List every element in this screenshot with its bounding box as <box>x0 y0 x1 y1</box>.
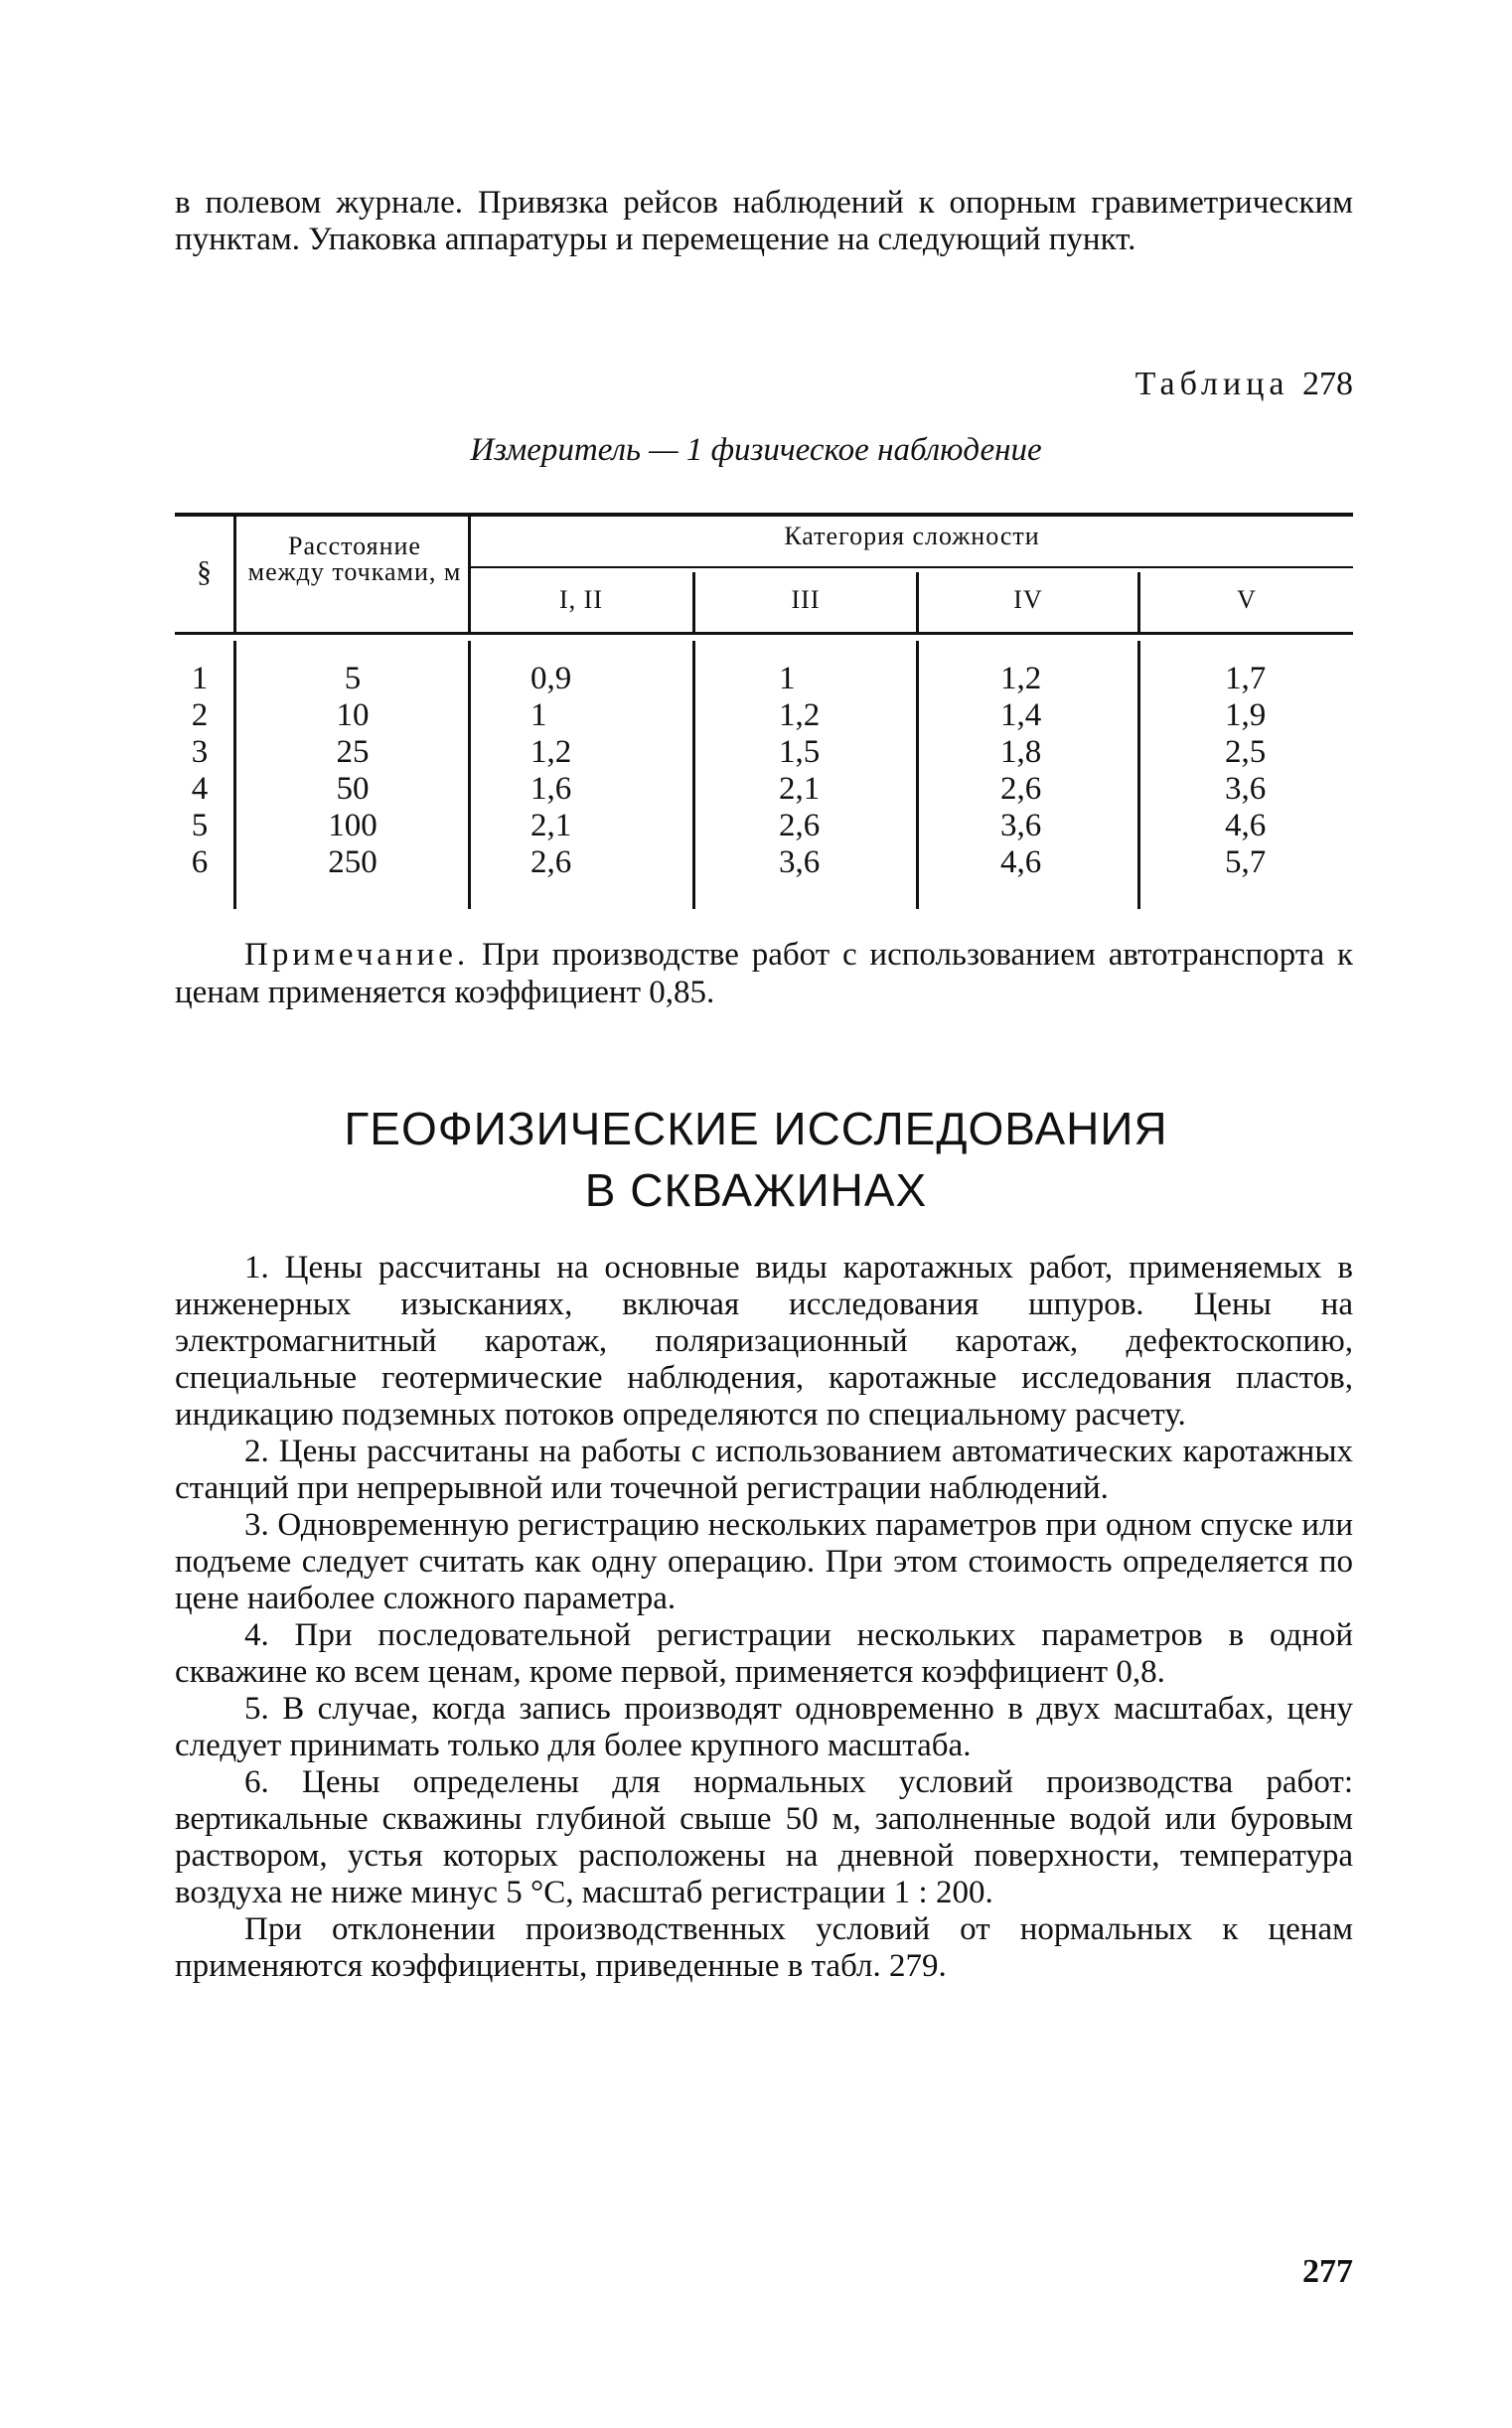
intro-paragraph: в полевом журнале. Привязка рейсов наблюдений к опорным гравиметрическим пунктам. Упаковка аппаратуры и перемещение на следующий пункт. <box>175 185 1353 257</box>
section-heading-line-1: ГЕОФИЗИЧЕСКИЕ ИССЛЕДОВАНИЯ <box>344 1103 1168 1154</box>
cell-value: 1 <box>779 661 796 696</box>
table-category-rule <box>470 566 1353 568</box>
cell-value: 1,6 <box>530 771 572 807</box>
paragraph-5: 5. В случае, когда запись производят одновременно в двух масштабах, цену следует принимать только для более крупного масштаба. <box>175 1691 1353 1763</box>
table-vline-2-body <box>468 641 471 909</box>
cell-value: 2,1 <box>530 808 572 843</box>
cell-value: 1,2 <box>1000 661 1042 696</box>
cell-value: 1,9 <box>1225 697 1267 733</box>
row-number: 6 <box>191 844 209 880</box>
section-heading-line-2: В СКВАЖИНАХ <box>584 1164 928 1216</box>
row-distance: 250 <box>328 844 378 880</box>
table-vline-4-body <box>916 641 919 909</box>
paragraph-6: 6. Цены определены для нормальных условий производства работ: вертикальные скважины глубиной свыше 50 м, заполненные водой или буровым раствором, устья которых расположены на дневной поверхности, температура воздуха не ниже минус 5 °С, масштаб регистрации 1 : 200. <box>175 1764 1353 1910</box>
cell-value: 2,6 <box>1000 771 1042 807</box>
table-measure: Измеритель — 1 физическое наблюдение <box>470 432 1042 468</box>
cell-value: 1,4 <box>1000 697 1042 733</box>
row-distance: 5 <box>344 661 362 696</box>
header-col-3: IV <box>1013 585 1043 614</box>
table-top-rule <box>175 513 1353 517</box>
row-number: 1 <box>191 661 209 696</box>
cell-value: 3,6 <box>1225 771 1267 807</box>
paragraph-1: 1. Цены рассчитаны на основные виды каротажных работ, применяемых в инженерных изысканиях, включая исследования шпуров. Цены на электромагнитный каротаж, поляризационный каротаж, дефектоскопию, специальные геотермические наблюдения, каротажные исследования пластов, индикацию подземных потоков определяются по специальному расчету. <box>175 1250 1353 1433</box>
row-distance: 50 <box>336 771 370 807</box>
cell-value: 1 <box>530 697 547 733</box>
paragraph-4: 4. При последовательной регистрации нескольких параметров в одной скважине ко всем ценам, кроме первой, применяется коэффициент 0,8. <box>175 1617 1353 1690</box>
table-vline-1-body <box>233 641 236 909</box>
paragraph-3: 3. Одновременную регистрацию нескольких параметров при одном спуске или подъеме следует считать как одну операцию. При этом стоимость определяется по цене наиболее сложного параметра. <box>175 1507 1353 1616</box>
header-distance: Расстояние между точками, м <box>247 531 462 586</box>
note-text: При производстве работ с использованием автотранспорта к ценам применяется коэффициент 0,85. <box>175 937 1354 1010</box>
header-col-1: I, II <box>559 585 603 614</box>
cell-value: 0,9 <box>530 661 572 696</box>
cell-value: 4,6 <box>1000 844 1042 880</box>
cell-value: 2,5 <box>1225 734 1267 770</box>
table-vline-5-body <box>1137 641 1140 909</box>
cell-value: 1,7 <box>1225 661 1267 696</box>
row-number: 4 <box>191 771 209 807</box>
paragraph-7: При отклонении производственных условий от нормальных к ценам применяются коэффициенты, приведенные в табл. 279. <box>175 1911 1353 1984</box>
cell-value: 1,2 <box>530 734 572 770</box>
row-number: 2 <box>191 697 209 733</box>
cell-value: 5,7 <box>1225 844 1267 880</box>
header-category: Категория сложности <box>784 522 1040 550</box>
cell-value: 2,6 <box>779 808 821 843</box>
row-distance: 100 <box>328 808 378 843</box>
cell-value: 1,2 <box>779 697 821 733</box>
cell-value: 2,1 <box>779 771 821 807</box>
header-section: § <box>197 555 213 588</box>
paragraph-2: 2. Цены рассчитаны на работы с использованием автоматических каротажных станций при непрерывной или точечной регистрации наблюдений. <box>175 1434 1353 1506</box>
row-number: 3 <box>191 734 209 770</box>
cell-value: 1,8 <box>1000 734 1042 770</box>
header-col-2: III <box>791 585 821 614</box>
table-caption-number: 278 <box>1302 366 1353 402</box>
table-vline-3-body <box>692 641 695 909</box>
cell-value: 4,6 <box>1225 808 1267 843</box>
cell-value: 1,5 <box>779 734 821 770</box>
cell-value: 2,6 <box>530 844 572 880</box>
row-number: 5 <box>191 808 209 843</box>
table-caption <box>1135 366 1353 403</box>
table-caption-word: Таблица <box>1134 366 1289 402</box>
table-header-rule <box>175 632 1353 635</box>
paragraph-list <box>175 1250 1353 1985</box>
note-label: Примечание. <box>244 937 470 973</box>
cell-value: 3,6 <box>1000 808 1042 843</box>
section-heading <box>0 1098 1512 1221</box>
page-number: 277 <box>1302 2253 1353 2290</box>
row-distance: 25 <box>336 734 370 770</box>
cell-value: 3,6 <box>779 844 821 880</box>
header-col-4: V <box>1237 585 1257 614</box>
row-distance: 10 <box>336 697 370 733</box>
table-note <box>175 936 1353 1011</box>
